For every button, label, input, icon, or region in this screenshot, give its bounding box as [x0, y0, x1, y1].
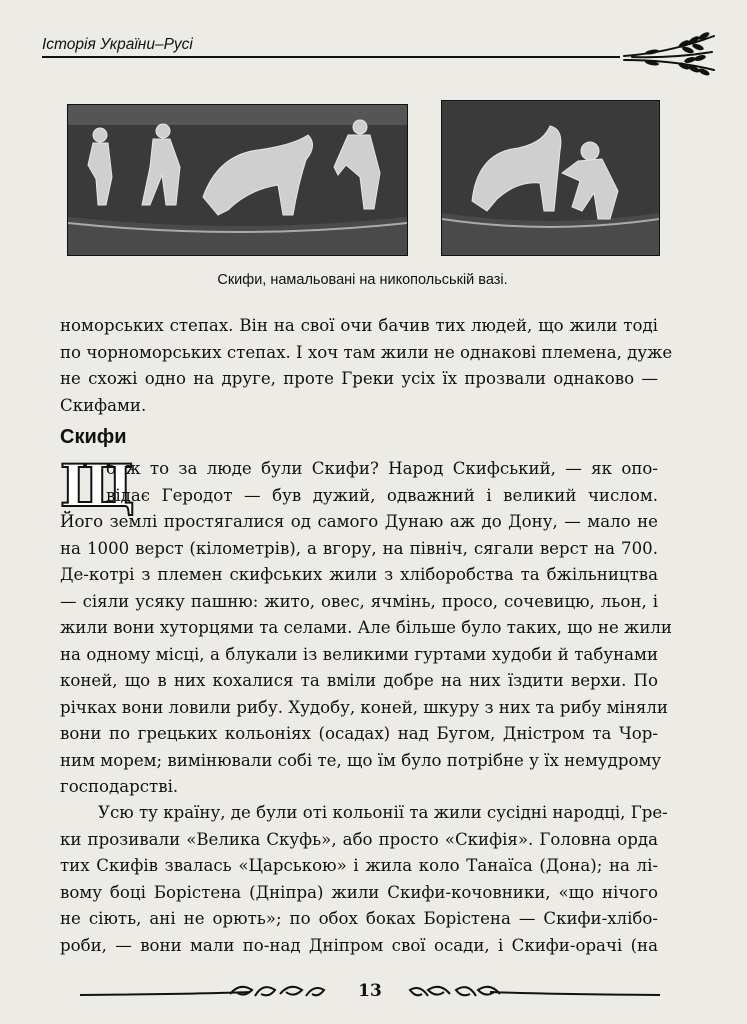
- text-line: роби, — вони мали по-над Дніпром свої осади, і Скифи-орачі (на: [60, 935, 658, 955]
- text-line: Його землі простягалися од самого Дунаю аж до Дону, — мало не: [60, 512, 658, 531]
- vase-photo-right: [441, 100, 660, 256]
- header-title: Історія України–Русі: [42, 36, 193, 53]
- section-heading: Скифи: [60, 426, 127, 448]
- drop-cap-letter: Щ: [60, 452, 135, 520]
- text-line: на одному місці, а блукали із великими гуртами худоби й табунами: [60, 644, 658, 664]
- text-line: жили вони хуторцями та селами. Але більше було таких, що не жили: [60, 618, 672, 637]
- text-line: вому боці Борістена (Дніпра) жили Скифи-кочовники, «що нічого: [60, 882, 658, 902]
- footer-ornament-left-icon: [80, 978, 340, 1008]
- figure-caption: Скифи, намальовані на никопольській вазі.: [217, 272, 508, 288]
- text-line: ним морем; вимінювали собі те, що їм було потрібне у їх немудрому: [60, 750, 662, 770]
- text-line: о ж то за люде були Скифи? Народ Скифський, — як опо-: [106, 459, 658, 478]
- footer-ornament-right-icon: [400, 978, 660, 1008]
- text-line: коней, що в них кохалися та вміли добре на них їздити верхи. По: [60, 671, 658, 690]
- text-line: Скифами.: [60, 395, 147, 415]
- text-line: відає Геродот — був дужий, одважний і великий числом.: [106, 485, 658, 505]
- text-line: Де-котрі з племен скифських жили з хліборобства та бжільництва: [60, 565, 658, 584]
- text-line: — сіяли усяку пашню: жито, овес, ячмінь, просо, сочевицю, льон, і: [60, 591, 658, 611]
- running-header: [42, 34, 622, 60]
- header-rule: [42, 56, 620, 58]
- page-number: 13: [358, 981, 382, 1001]
- paragraph-1: [60, 452, 672, 801]
- text-line: ки прозивали «Велика Скуфь», або просто «Скифія». Головна орда: [60, 829, 658, 849]
- text-line: господарстві.: [60, 777, 179, 796]
- text-line: по чорноморських степах. І хоч там жили не однакові племена, дуже: [60, 342, 673, 362]
- text-line: вони по грецьких кольоніях (осадах) над Бугом, Дністром та Чор-: [60, 724, 658, 743]
- text-line: на 1000 верст (кілометрів), а вгору, на північ, сягали верст на 700.: [60, 538, 658, 558]
- intro-paragraph: [60, 313, 673, 419]
- text-line: не схожі одно на друге, проте Греки усіх їх прозвали однаково —: [60, 369, 658, 388]
- text-line: річках вони ловили рибу. Худобу, коней, шкуру з них та рибу міняли: [60, 697, 668, 717]
- vase-photo-left: [67, 104, 408, 256]
- paragraph-2: [60, 800, 668, 959]
- text-line: тих Скифів звалась «Царською» і жила коло Танаїса (Дона); на лі-: [60, 856, 658, 875]
- page-footer: [80, 978, 660, 1008]
- text-line: номорських степах. Він на свої очи бачив тих людей, що жили тоді: [60, 316, 658, 335]
- text-line: Усю ту країну, де були оті кольонії та жили сусідні народці, Гре-: [98, 803, 668, 822]
- text-line: не сіють, ані не орють»; по обох боках Борістена — Скифи-хлібо-: [60, 909, 658, 928]
- wheat-ornament-icon: [622, 30, 717, 80]
